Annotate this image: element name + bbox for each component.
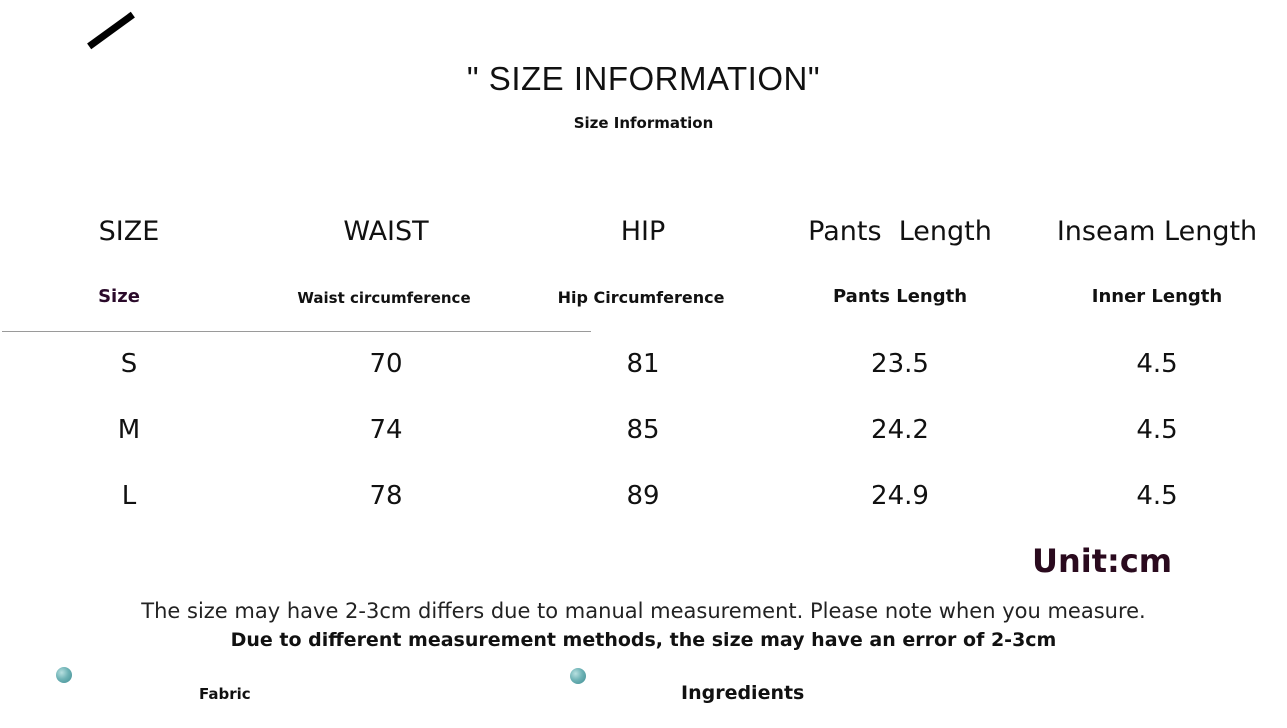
table-cell: 78 bbox=[369, 481, 403, 511]
table-cell: 24.9 bbox=[871, 481, 929, 511]
teal-dot-icon bbox=[56, 667, 72, 683]
table-cell: 4.5 bbox=[1136, 481, 1178, 511]
heading-size: SIZE bbox=[98, 216, 160, 247]
table-cell: 74 bbox=[369, 415, 403, 445]
heading-hip: HIP bbox=[620, 216, 666, 247]
table-cell: 24.2 bbox=[871, 415, 929, 445]
table-cell: 70 bbox=[369, 349, 403, 379]
subheading-size: Size bbox=[98, 286, 140, 307]
table-cell: 4.5 bbox=[1136, 349, 1178, 379]
table-cell: M bbox=[117, 415, 141, 445]
heading-pants-length: Pants Length bbox=[808, 216, 992, 247]
page-subtitle: Size Information bbox=[573, 114, 714, 132]
table-cell: 85 bbox=[626, 415, 660, 445]
teal-dot-icon bbox=[570, 668, 586, 684]
table-cell: 89 bbox=[626, 481, 660, 511]
table-cell: 81 bbox=[626, 349, 660, 379]
table-cell: 23.5 bbox=[871, 349, 929, 379]
fabric-label: Fabric bbox=[199, 685, 251, 703]
heading-waist: WAIST bbox=[343, 216, 429, 247]
subheading-pants-length: Pants Length bbox=[832, 286, 968, 307]
measurement-note: The size may have 2-3cm differs due to manual measurement. Please note when you measure. bbox=[141, 599, 1146, 623]
table-cell: L bbox=[121, 481, 137, 511]
measurement-error-note: Due to different measurement methods, the size may have an error of 2-3cm bbox=[230, 629, 1057, 651]
subheading-waist: Waist circumference bbox=[297, 289, 471, 307]
table-cell: S bbox=[120, 349, 138, 379]
slash-mark-icon bbox=[87, 12, 135, 49]
ingredients-label: Ingredients bbox=[681, 682, 805, 704]
header-divider bbox=[2, 331, 591, 332]
table-cell: 4.5 bbox=[1136, 415, 1178, 445]
unit-label: Unit:cm bbox=[1032, 542, 1173, 580]
subheading-hip: Hip Circumference bbox=[557, 288, 725, 307]
page-title: " SIZE INFORMATION" bbox=[466, 60, 821, 97]
heading-inseam-length: Inseam Length bbox=[1056, 216, 1258, 247]
subheading-inseam-length: Inner Length bbox=[1091, 286, 1223, 307]
